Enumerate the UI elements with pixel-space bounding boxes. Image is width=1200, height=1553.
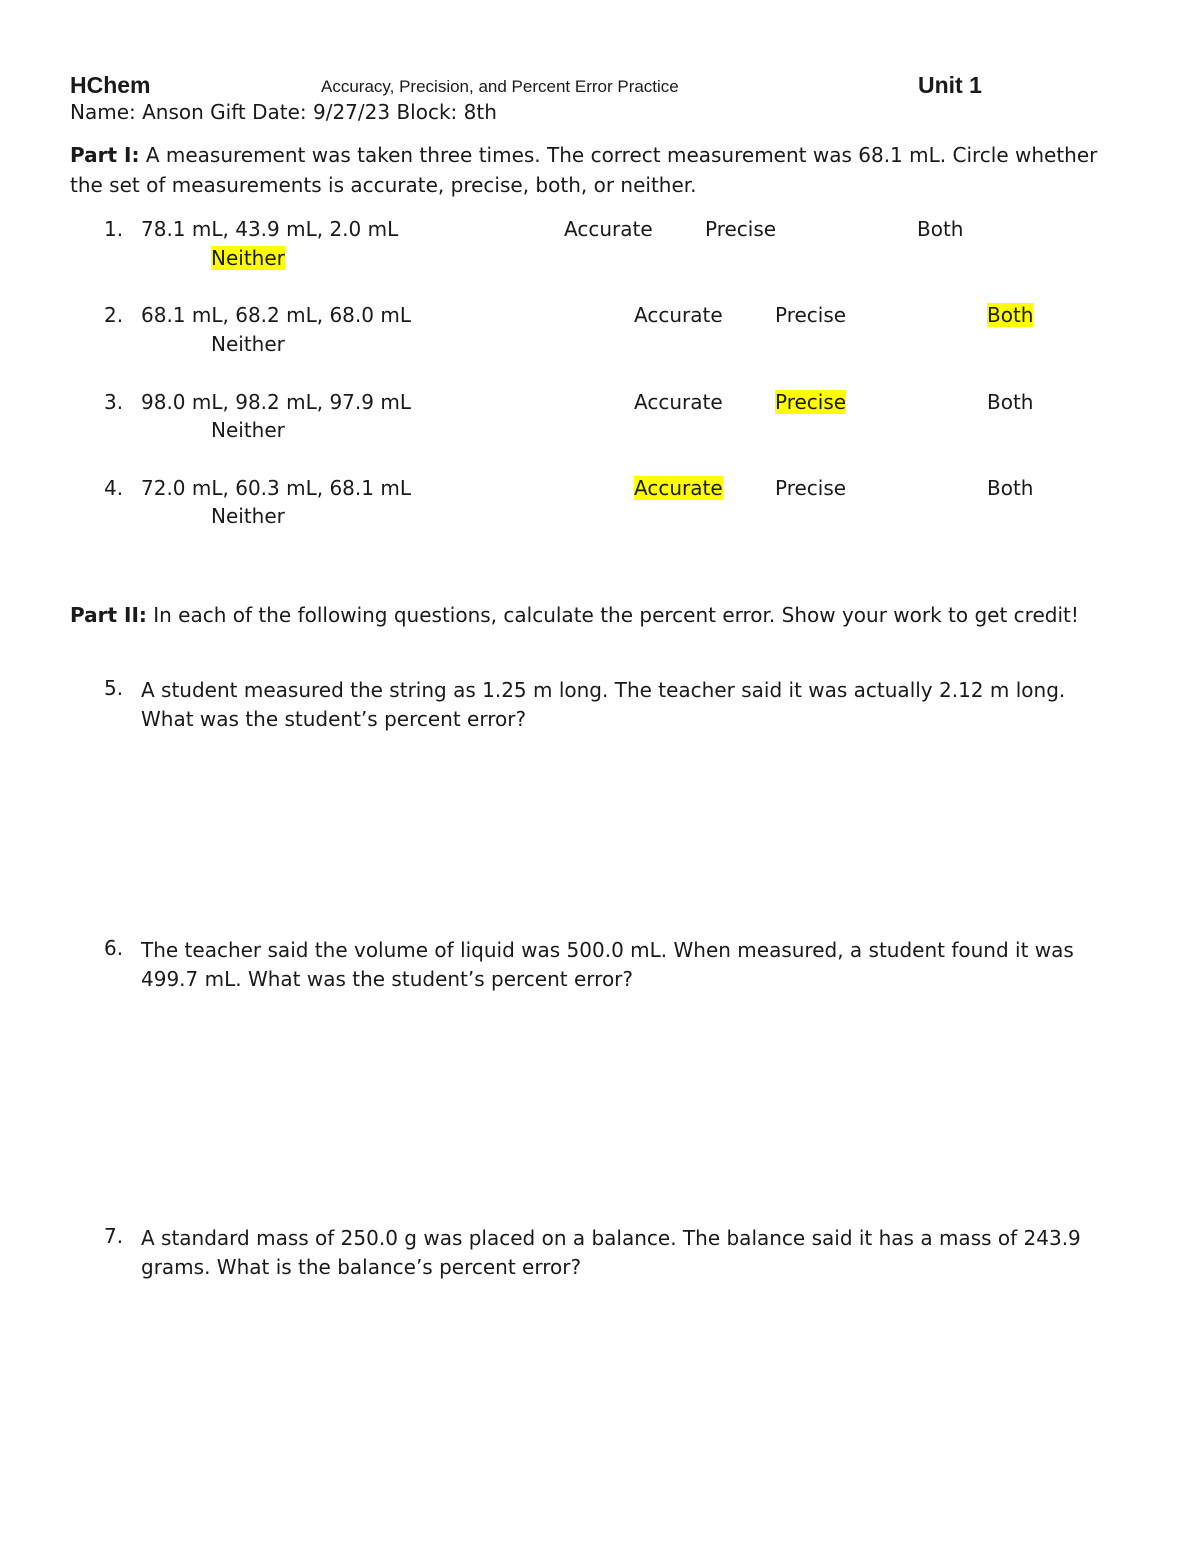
question-text: A student measured the string as 1.25 m long. The teacher said it was actually 2.12 m long. What was the student’s percent error?: [141, 678, 1066, 731]
question-text: A standard mass of 250.0 g was placed on a balance. The balance said it has a mass of 243.9 grams. What is the balance’s percent error?: [141, 1226, 1081, 1279]
option-precise[interactable]: Precise: [775, 476, 847, 500]
question-number: 2.: [104, 303, 124, 327]
option-accurate-highlighted[interactable]: Accurate: [634, 476, 723, 500]
question-number: 3.: [104, 390, 124, 414]
measurements: 98.0 mL, 98.2 mL, 97.9 mL: [141, 390, 411, 414]
option-accurate[interactable]: Accurate: [634, 303, 723, 327]
option-both[interactable]: Both: [987, 476, 1034, 500]
option-neither[interactable]: Neither: [211, 418, 285, 442]
part1-instructions: A measurement was taken three times. The correct measurement was 68.1 mL. Circle whether the set of measurements is accurate, precise, both, or neither.: [70, 143, 1098, 197]
question-number: 5.: [104, 676, 124, 700]
part2-intro: [70, 600, 1130, 630]
measurements: 78.1 mL, 43.9 mL, 2.0 mL: [141, 217, 399, 241]
option-precise[interactable]: Precise: [775, 303, 847, 327]
unit-label: Unit 1: [918, 72, 982, 98]
option-both[interactable]: Both: [917, 217, 964, 241]
option-neither[interactable]: Neither: [211, 332, 285, 356]
option-precise-highlighted[interactable]: Precise: [775, 390, 847, 414]
option-neither-highlighted[interactable]: Neither: [211, 246, 285, 270]
student-info: Name: Anson Gift Date: 9/27/23 Block: 8th: [70, 100, 497, 124]
question-text: The teacher said the volume of liquid was 500.0 mL. When measured, a student found it was 499.7 mL. What was the student’s percent error?: [141, 938, 1074, 991]
option-both[interactable]: Both: [987, 390, 1034, 414]
part1-intro: [70, 140, 1130, 200]
measurements: 68.1 mL, 68.2 mL, 68.0 mL: [141, 303, 411, 327]
measurements: 72.0 mL, 60.3 mL, 68.1 mL: [141, 476, 411, 500]
course-name: HChem: [70, 72, 151, 98]
option-both-highlighted[interactable]: Both: [987, 303, 1034, 327]
question-number: 4.: [104, 476, 124, 500]
option-accurate[interactable]: Accurate: [564, 217, 653, 241]
option-accurate[interactable]: Accurate: [634, 390, 723, 414]
question-number: 1.: [104, 217, 124, 241]
worksheet-title: Accuracy, Precision, and Percent Error Practice: [321, 77, 679, 96]
part1-label: Part I:: [70, 143, 140, 167]
option-precise[interactable]: Precise: [705, 217, 777, 241]
question-number: 7.: [104, 1224, 124, 1248]
option-neither[interactable]: Neither: [211, 504, 285, 528]
part2-label: Part II:: [70, 603, 147, 627]
part2-instructions: In each of the following questions, calculate the percent error. Show your work to get credit!: [153, 603, 1079, 627]
question-number: 6.: [104, 936, 124, 960]
